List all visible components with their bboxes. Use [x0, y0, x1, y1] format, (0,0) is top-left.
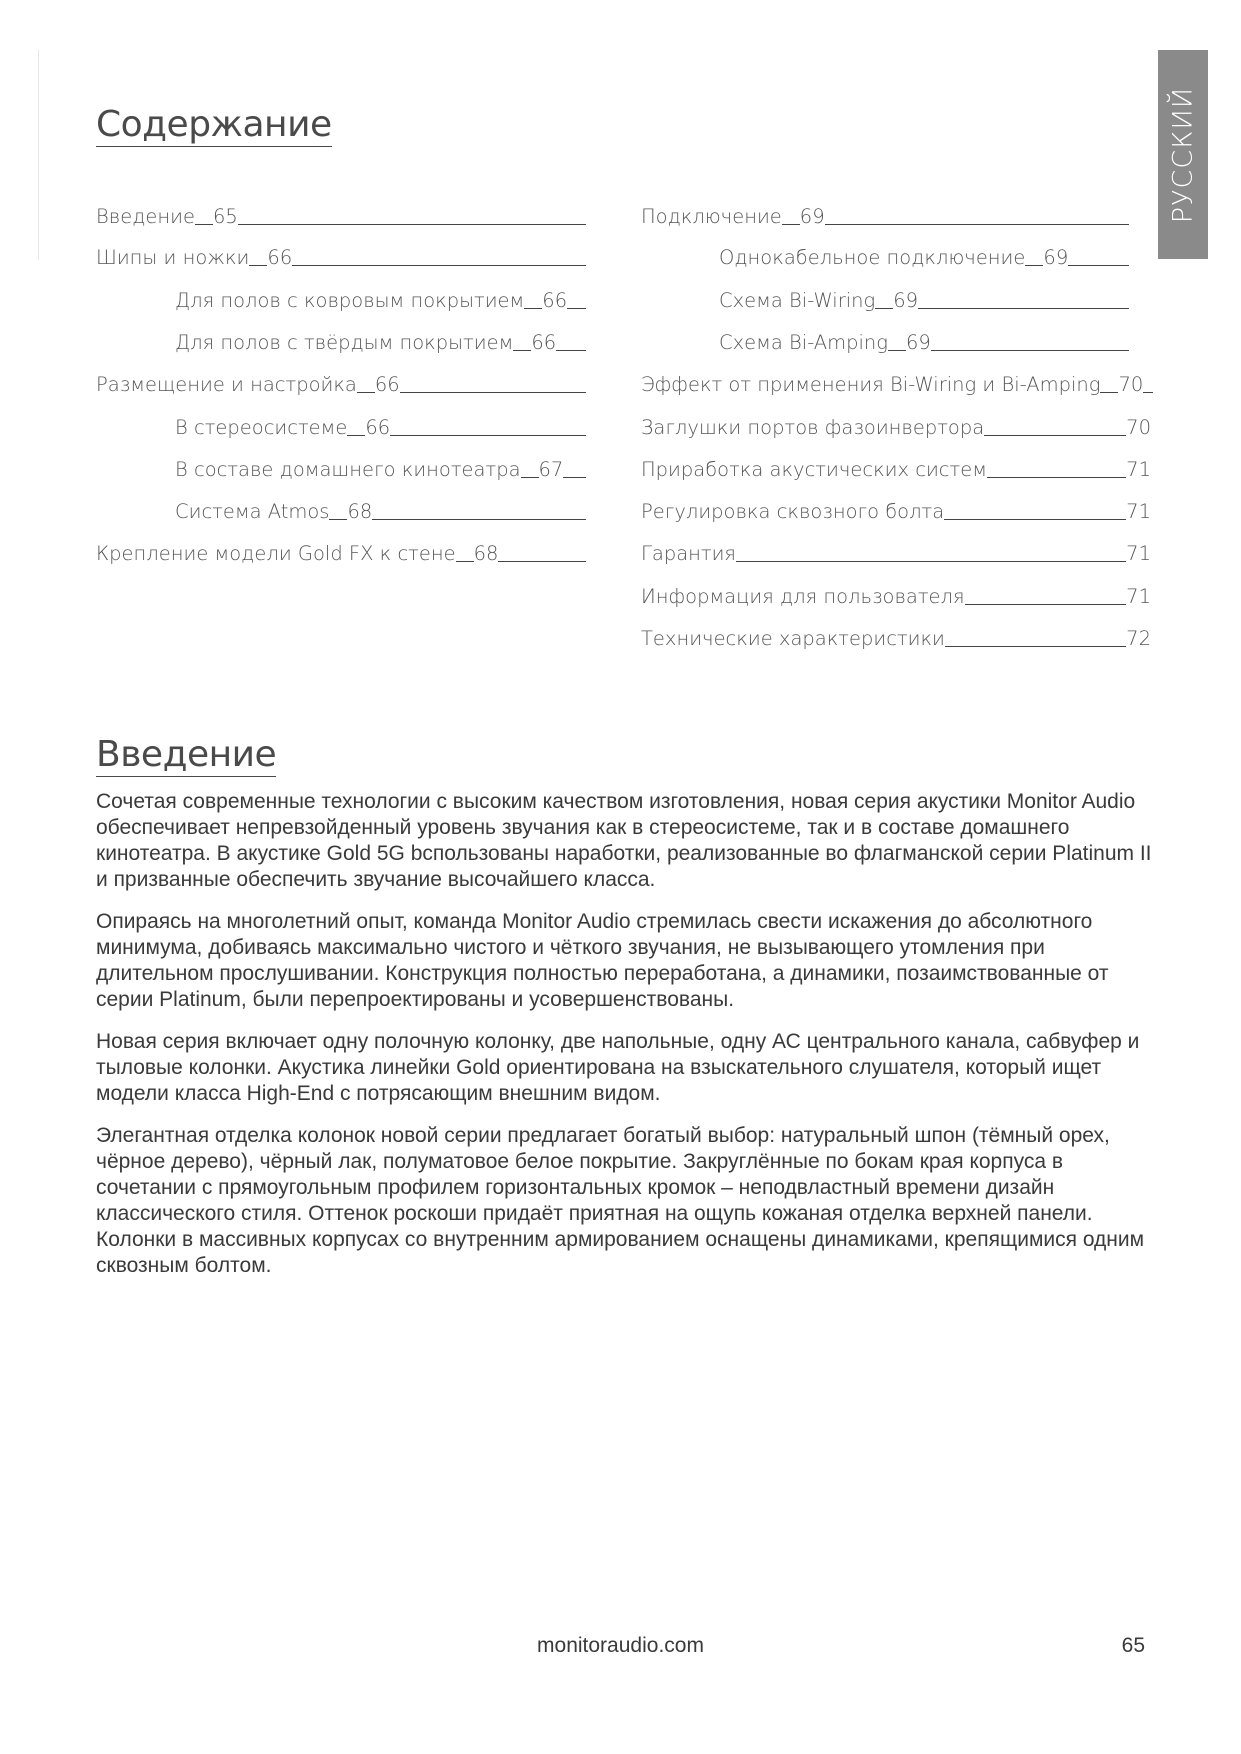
toc-entry-text: Гарантия: [641, 542, 736, 565]
toc-entry[interactable]: [175, 411, 586, 441]
toc-entry-page: 69: [799, 205, 825, 228]
toc-entry[interactable]: [96, 200, 586, 230]
toc-entry-page: 71: [1126, 500, 1151, 523]
toc-entry-page: 69: [1043, 246, 1069, 269]
toc-entry[interactable]: [96, 241, 586, 271]
toc-entry-text: Информация для пользователя: [641, 585, 965, 608]
intro-paragraph: Новая серия включает одну полочную колонку, две напольные, одну АС центрального канала, сабвуфер и тыловые колонки. Акустика линейки Gold ориентирована на взыскательного слушателя, который ищет модели класса High-End с потрясающим внешним видом.: [96, 1030, 1140, 1105]
language-tab-label: РУССКИЙ: [1167, 86, 1199, 223]
toc-entry-text: В стереосистеме: [175, 416, 348, 439]
toc-entry-text: Регулировка сквозного болта: [641, 500, 945, 523]
toc-entry-page: 66: [365, 416, 391, 439]
toc-entry-text: Для полов с твёрдым покрытием: [175, 331, 514, 354]
toc-entry-page: 66: [374, 373, 400, 396]
toc-entry[interactable]: [175, 495, 586, 525]
language-tab: [1158, 50, 1208, 259]
toc-entry[interactable]: [641, 453, 1151, 483]
toc-entry[interactable]: [641, 537, 1151, 567]
toc-entry-text: Приработка акустических систем: [641, 458, 987, 481]
toc-entry[interactable]: [641, 200, 1129, 230]
toc-entry-page: 69: [893, 289, 919, 312]
toc-entry-page: 69: [906, 331, 931, 354]
toc-entry-page: 71: [1126, 585, 1151, 608]
toc-entry[interactable]: [96, 368, 586, 398]
toc-entry[interactable]: [719, 326, 1129, 356]
toc-entry-text: Технические характеристики: [641, 627, 945, 650]
toc-entry-text: Система Atmos: [175, 500, 330, 523]
toc-entry[interactable]: [641, 580, 1151, 610]
toc-entry-text: Однокабельное подключение: [719, 246, 1026, 269]
toc-entry-text: В составе домашнего кинотеатра: [175, 458, 521, 481]
toc-entry-page: 71: [1126, 542, 1151, 565]
toc-entry-text: Для полов с ковровым покрытием: [175, 289, 525, 312]
toc-entry-text: Заглушки портов фазоинвертора: [641, 416, 985, 439]
toc-entry[interactable]: [175, 453, 586, 483]
toc-entry[interactable]: [719, 241, 1129, 271]
toc-entry-page: 70: [1126, 416, 1151, 439]
footer-page-number: 65: [1121, 1634, 1145, 1657]
toc-entry-page: 71: [1126, 458, 1151, 481]
toc-entry-page: 66: [542, 289, 568, 312]
toc-entry[interactable]: [175, 326, 586, 356]
toc-entry-text: Эффект от применения Bi-Wiring и Bi-Amping: [641, 373, 1101, 396]
toc-entry-page: 66: [531, 331, 557, 354]
toc-entry[interactable]: [641, 368, 1144, 398]
intro-paragraph: Опираясь на многолетний опыт, команда Monitor Audio стремилась свести искажения до абсолютного минимума, добиваясь максимально чистого и чёткого звучания, не вызывающего утомления при длительном прослушивании. Конструкция полностью переработана, а динамики, позаимствованные от серии Platinum, были перепроектированы и усовершенствованы.: [96, 910, 1109, 1011]
intro-paragraph: Сочетая современные технологии с высоким качеством изготовления, новая серия акустики Monitor Audio обеспечивает непревзойденный уровень звучания как в стереосистеме, так и в составе домашнего кинотеатра. В акустике Gold 5G bспользованы наработки, реализованные во флагманской серии Platinum II и призванные обеспечить звучание высочайшего класса.: [96, 790, 1152, 891]
toc-title: Содержание: [96, 104, 332, 145]
toc-entry[interactable]: [641, 622, 1151, 652]
toc-entry-page: 66: [267, 246, 293, 269]
toc-entry[interactable]: [96, 537, 586, 567]
intro-title: Введение: [96, 734, 277, 775]
toc-entry[interactable]: [641, 411, 1151, 441]
toc-entry-text: Схема Bi-Amping: [719, 331, 888, 354]
toc-entry-text: Шипы и ножки: [96, 246, 250, 269]
toc-entry-text: Размещение и настройка: [96, 373, 357, 396]
toc-entry-page: 68: [473, 542, 499, 565]
toc-entry-text: Крепление модели Gold FX к стене: [96, 542, 456, 565]
intro-body: [96, 789, 1166, 1295]
toc-entry-text: Схема Bi-Wiring: [719, 289, 876, 312]
toc-entry-page: 65: [213, 205, 238, 228]
toc-entry-page: 67: [538, 458, 564, 481]
footer-website: monitoraudio.com: [537, 1634, 704, 1657]
toc-entry[interactable]: [175, 284, 586, 314]
margin-rule: [38, 50, 39, 260]
toc-entry-page: 70: [1118, 373, 1144, 396]
toc-entry-page: 68: [347, 500, 373, 523]
toc-entry-page: 72: [1126, 627, 1151, 650]
toc-entry[interactable]: [719, 284, 1129, 314]
toc-entry-text: Введение: [96, 205, 195, 228]
intro-paragraph: Элегантная отделка колонок новой серии предлагает богатый выбор: натуральный шпон (тёмный орех, чёрное дерево), чёрный лак, полуматовое белое покрытие. Закруглённые по бокам края корпуса в сочетании с прямоугольным профилем горизонтальных кромок – неподвластный времени дизайн классического стиля. Оттенок роскоши придаёт приятная на ощупь кожаная отделка верхней панели. Колонки в массивных корпусах со внутренним армированием оснащены динамиками, крепящимися одним сквозным болтом.: [96, 1124, 1145, 1277]
toc-entry[interactable]: [641, 495, 1151, 525]
toc-entry-text: Подключение: [641, 205, 782, 228]
